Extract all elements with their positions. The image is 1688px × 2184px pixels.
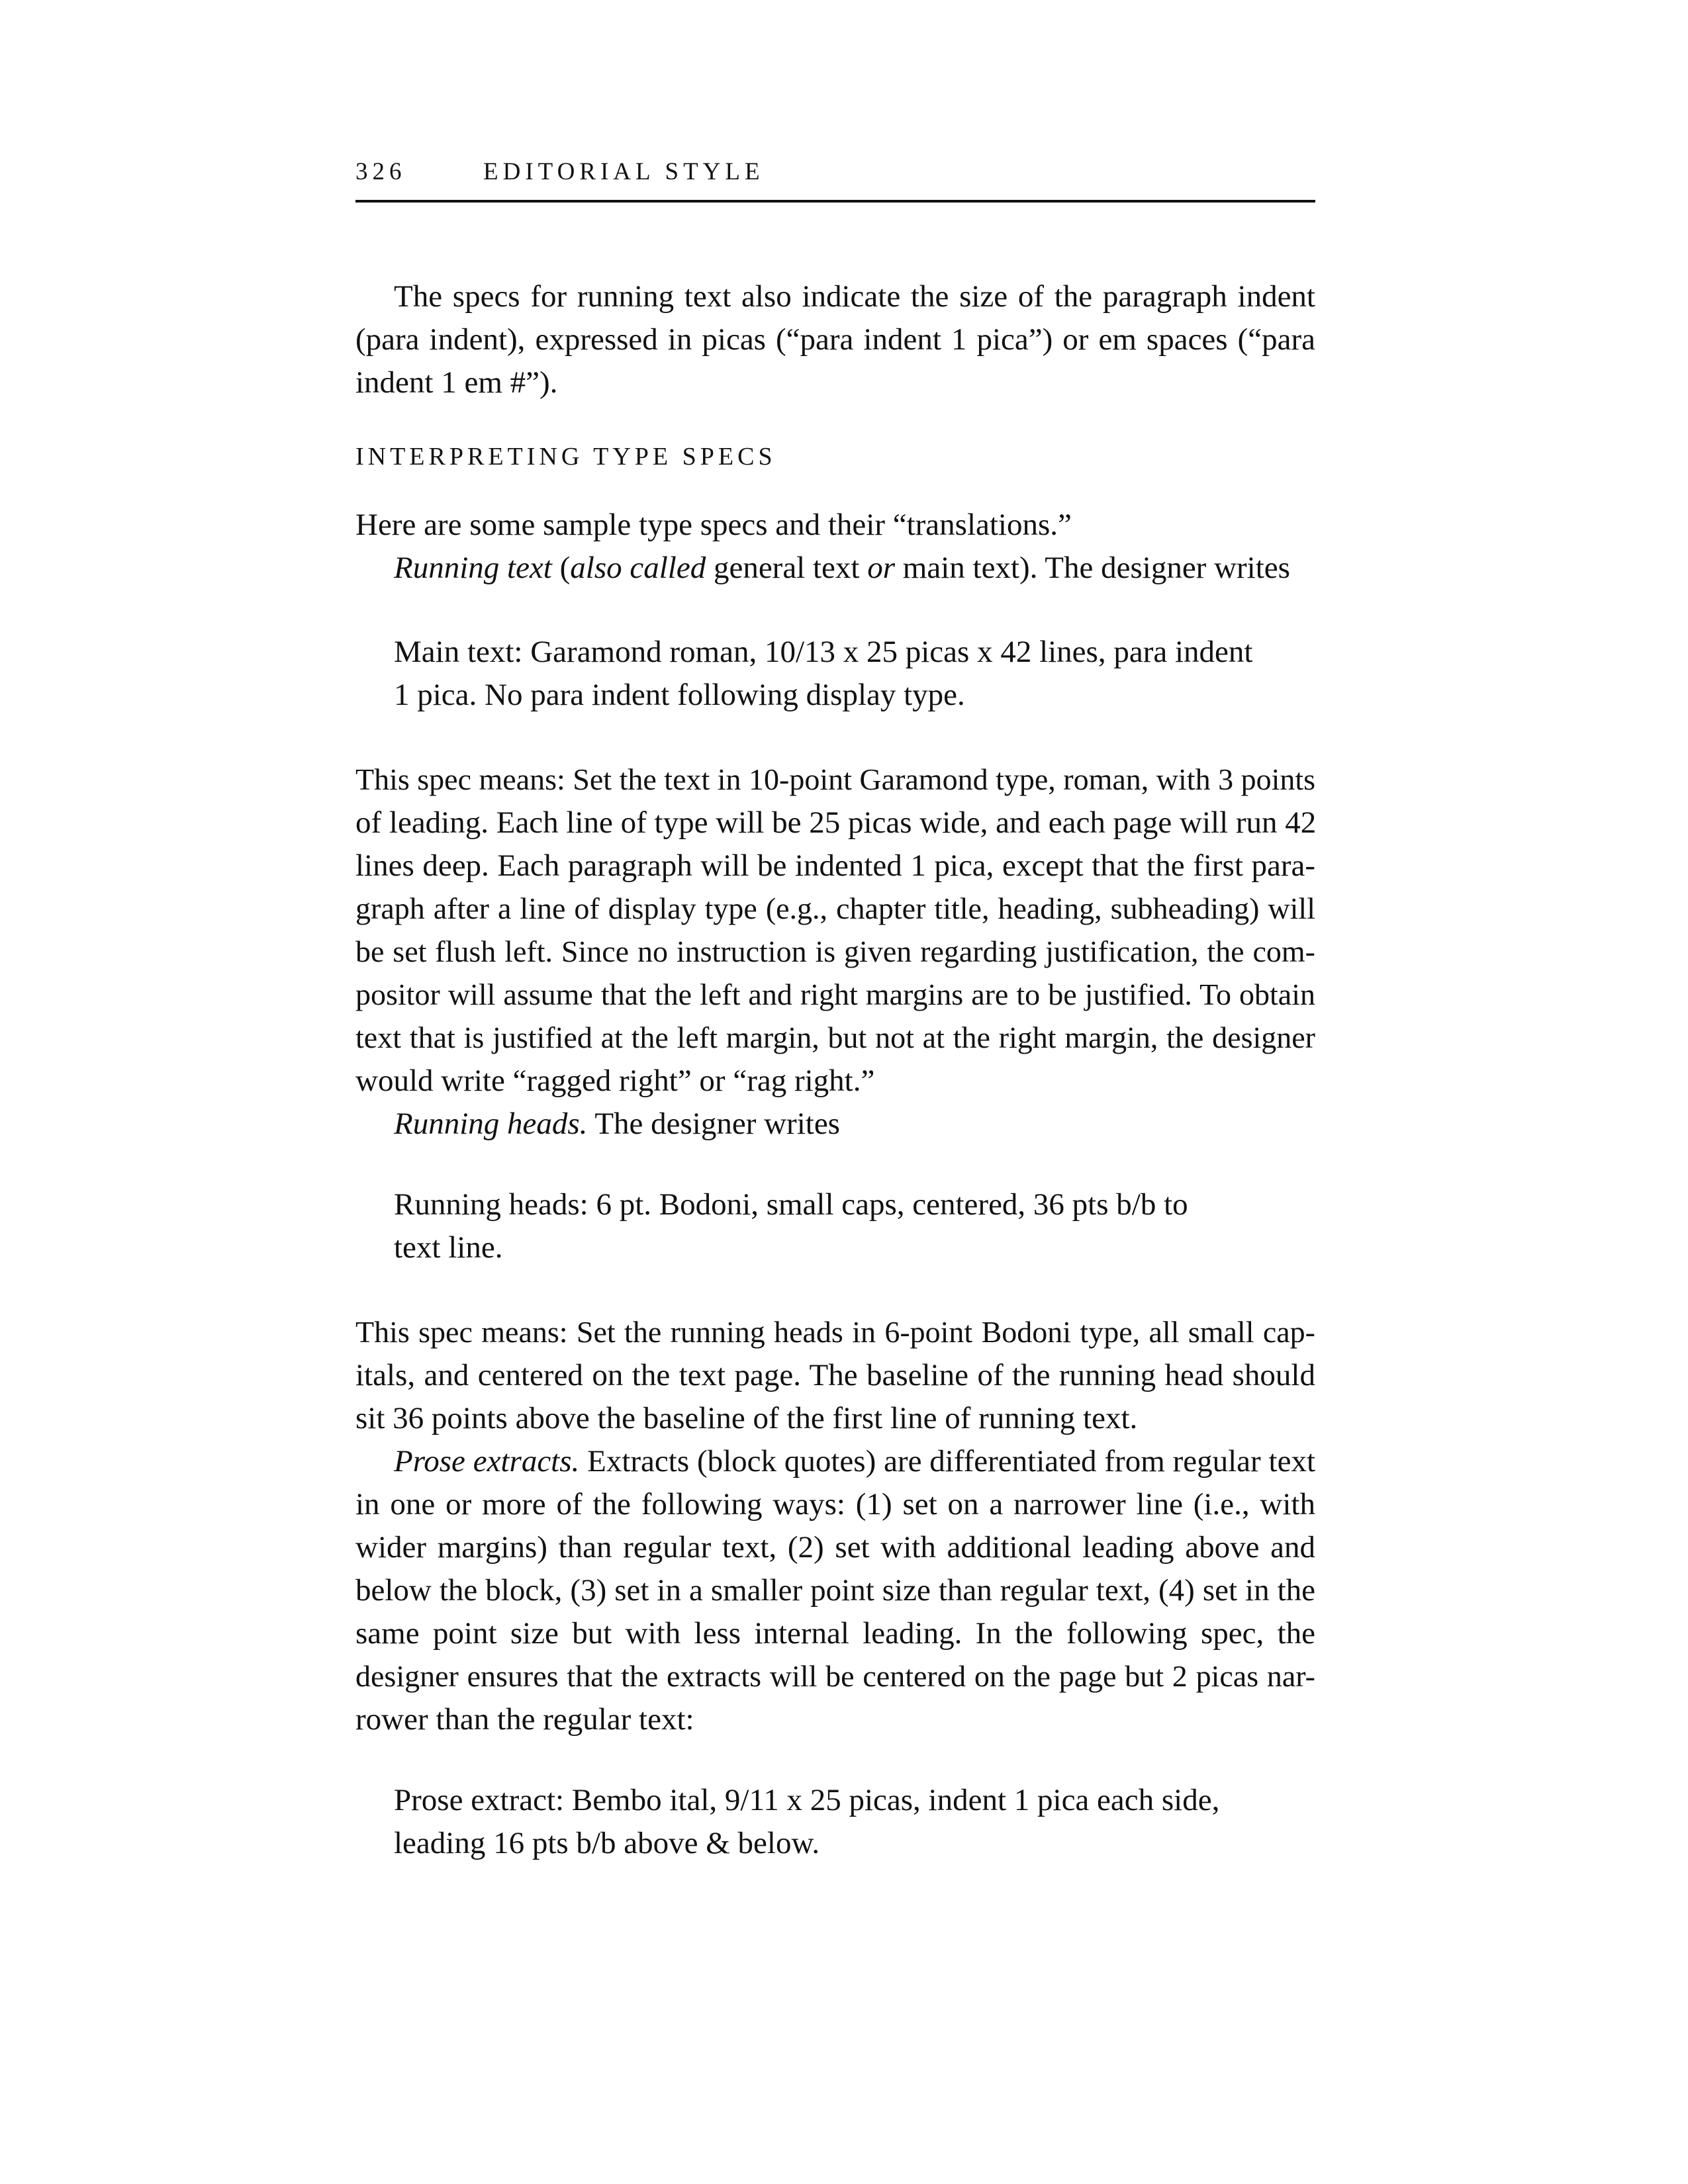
body-line: would write “ragged right” or “rag right.” xyxy=(355,1064,875,1098)
running-head xyxy=(355,158,1315,197)
body-line: itals, and centered on the text page. The baseline of the running head should xyxy=(355,1358,1315,1392)
body-line: rower than the regular text: xyxy=(355,1702,694,1737)
body-line: graph after a line of display type (e.g., chapter title, heading, subheading) will xyxy=(355,891,1315,925)
body-line: designer ensures that the extracts will be centered on the page but 2 picas nar- xyxy=(355,1659,1315,1693)
spec-line: 1 pica. No para indent following display type. xyxy=(394,678,965,712)
body-line: same point size but with less internal leading. In the following spec, the xyxy=(355,1616,1315,1651)
page-number: 326 xyxy=(355,158,406,185)
spec-line: Main text: Garamond roman, 10/13 x 25 picas x 42 lines, para indent xyxy=(394,635,1253,669)
body-line: Here are some sample type specs and their “translations.” xyxy=(355,508,1072,542)
italic-term: also called xyxy=(570,551,706,585)
body-line: of leading. Each line of type will be 25 picas wide, and each page will run 42 xyxy=(355,805,1317,840)
body-text: ( xyxy=(551,551,571,585)
italic-term: or xyxy=(867,551,896,585)
spec-line: text line. xyxy=(394,1230,503,1265)
body-line: text that is justified at the left margin, but not at the right margin, the designer xyxy=(355,1021,1315,1054)
body-text: general text xyxy=(706,551,868,585)
body-line: The specs for running text also indicate the size of the paragraph indent xyxy=(394,279,1315,314)
spec-line: leading 16 pts b/b above & below. xyxy=(394,1826,820,1860)
body-line: be set flush left. Since no instruction is given regarding justification, the com- xyxy=(355,934,1315,968)
body-line xyxy=(394,1441,1315,1481)
body-line: indent 1 em #”). xyxy=(355,365,558,400)
body-text: main text). The designer writes xyxy=(895,551,1290,585)
italic-term: Running text xyxy=(394,551,552,585)
body-line: below the block, (3) set in a smaller point size than regular text, (4) set in the xyxy=(355,1573,1315,1608)
spec-line: Prose extract: Bembo ital, 9/11 x 25 picas, indent 1 pica each side, xyxy=(394,1783,1220,1817)
spec-line: Running heads: 6 pt. Bodoni, small caps, centered, 36 pts b/b to xyxy=(394,1187,1188,1222)
body-line: sit 36 points above the baseline of the first line of running text. xyxy=(355,1401,1138,1435)
header-rule xyxy=(355,200,1315,203)
body-line: (para indent), expressed in picas (“para indent 1 pica”) or em spaces (“para xyxy=(355,322,1315,357)
body-line xyxy=(394,1104,1315,1144)
body-line: in one or more of the following ways: (1) set on a narrower line (i.e., with xyxy=(355,1487,1315,1522)
body-text: The designer writes xyxy=(587,1107,840,1141)
italic-term: Running heads. xyxy=(394,1107,588,1141)
body-line: wider margins) than regular text, (2) set with additional leading above and xyxy=(355,1530,1315,1565)
body-text: Extracts (block quotes) are differentiated from regular text xyxy=(579,1444,1315,1479)
body-line: This spec means: Set the text in 10-point Garamond type, roman, with 3 points xyxy=(355,762,1316,796)
body-line: positor will assume that the left and right margins are to be justified. To obtain xyxy=(355,978,1315,1011)
body-line: lines deep. Each paragraph will be indented 1 pica, except that the first para- xyxy=(355,848,1315,883)
running-head-title: EDITORIAL STYLE xyxy=(483,158,765,185)
italic-term: Prose extracts. xyxy=(394,1444,580,1479)
section-heading: INTERPRETING TYPE SPECS xyxy=(355,443,776,471)
body-line: This spec means: Set the running heads in 6-point Bodoni type, all small cap- xyxy=(355,1315,1315,1349)
body-line xyxy=(394,548,1315,588)
